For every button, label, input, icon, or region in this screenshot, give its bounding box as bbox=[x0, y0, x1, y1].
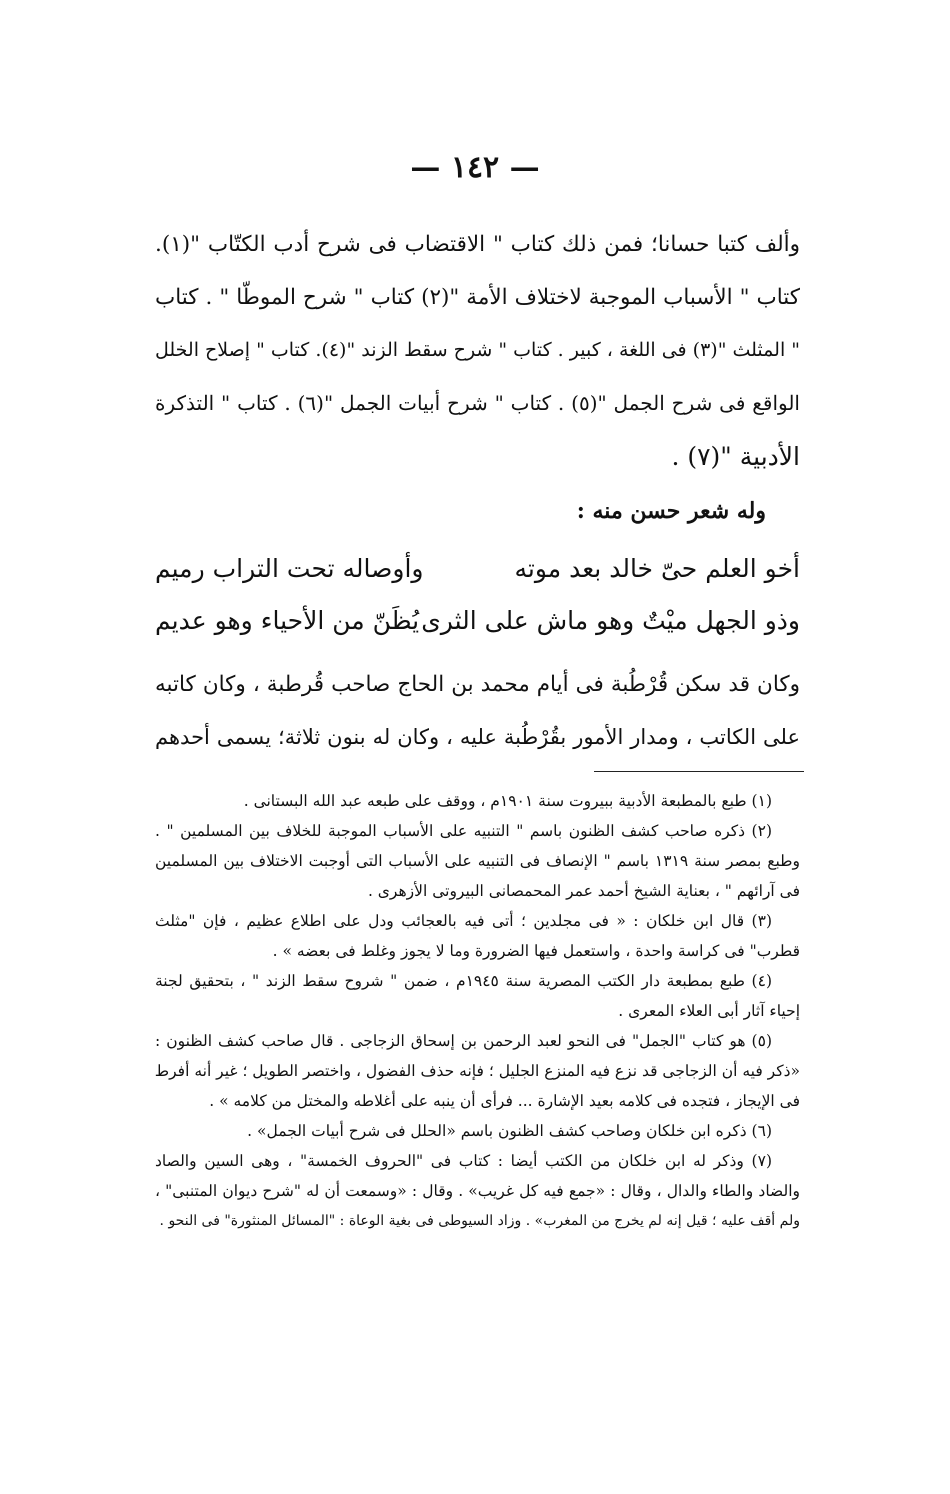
footnote-line: (٣) قال ابن خلكان : « فى مجلدين ؛ أتى فيه بالعجائب ودل على اطلاع عظيم ، فإن "مثلث bbox=[155, 912, 772, 930]
text-line: على الكاتب ، ومدار الأمور بقُرْطُبة عليه ، وكان له بنون ثلاثة؛ يسمى أحدهم bbox=[155, 725, 800, 749]
text-line: وكان قد سكن قُرْطُبة فى أيام محمد بن الحاج صاحب قُرطبة ، وكان كاتبه bbox=[155, 672, 800, 697]
footnote-line: (١) طبع بالمطبعة الأدبية ببيروت سنة ١٩٠١م ، ووقف على طبعه عبد الله البستانى . bbox=[243, 792, 772, 810]
verse-first-hemistich: أخو العلم حىّ خالد بعد موته bbox=[514, 554, 800, 583]
footnote-line: ولم أقف عليه ؛ قيل إنه لم يخرج من المغرب» . وزاد السيوطى فى بغية الوعاة : "المسائل المنثورة" فى النحو . bbox=[159, 1213, 800, 1229]
footnote-line: قطرب" فى كراسة واحدة ، واستعمل فيها الضرورة وما لا يجوز وغلط فى بعضه » . bbox=[272, 942, 800, 960]
footnote-7 bbox=[155, 1146, 800, 1236]
footnote-line: (٢) ذكره صاحب كشف الظنون باسم " التنبيه على الأسباب الموجبة للخلاف بين المسلمين " . bbox=[155, 822, 772, 840]
footnote-line: (٧) وذكر له ابن خلكان من الكتب أيضا : كتاب فى "الحروف الخمسة" ، وهى السين والصاد bbox=[155, 1152, 772, 1170]
poem-intro: وله شعر حسن منه : bbox=[576, 498, 766, 524]
text-line: كتاب " الأسباب الموجبة لاختلاف الأمة "(٢) كتاب " شرح الموطّا " . كتاب bbox=[155, 285, 800, 310]
footnote-1 bbox=[155, 786, 800, 816]
footnote-line: (٤) طبع بمطبعة دار الكتب المصرية سنة ١٩٤٥م ، ضمن " شروح سقط الزند " ، بتحقيق لجنة bbox=[155, 972, 772, 990]
poem bbox=[155, 543, 800, 647]
text-line: الواقع فى شرح الجمل "(٥) . كتاب " شرح أبيات الجمل "(٦) . كتاب " التذكرة bbox=[155, 391, 800, 415]
poem-verse bbox=[155, 595, 800, 647]
footnote-3 bbox=[155, 906, 800, 966]
page-number: — ١٤٢ — bbox=[410, 150, 540, 185]
poem-verse bbox=[155, 543, 800, 595]
footnote-line: (٦) ذكره ابن خلكان وصاحب كشف الظنون باسم «الحلل فى شرح أبيات الجمل» . bbox=[247, 1122, 772, 1140]
footnote-6 bbox=[155, 1116, 800, 1146]
footnote-4 bbox=[155, 966, 800, 1026]
footnote-2 bbox=[155, 816, 800, 906]
footnote-line: «ذكر فيه أن الزجاجى قد نزع فيه المنزع الجليل ؛ فإنه حذف الفضول ، واختصر الطويل ؛ غير أنه أفرط bbox=[154, 1062, 800, 1080]
footnote-line: إحياء آثار أبى العلاء المعرى . bbox=[618, 1002, 800, 1020]
footnote-divider bbox=[594, 771, 804, 772]
footnote-line: وطبع بمصر سنة ١٣١٩ باسم " الإنصاف فى التنبيه على الأسباب التى أوجبت الاختلاف بين المسلمين bbox=[155, 852, 800, 870]
footnotes bbox=[155, 786, 800, 1236]
text-line: " المثلث "(٣) فى اللغة ، كبير . كتاب " شرح سقط الزند "(٤). كتاب " إصلاح الخلل bbox=[154, 339, 800, 361]
text-line: الأدبية "(٧) . bbox=[671, 442, 800, 471]
main-paragraph-cordoba bbox=[155, 658, 800, 764]
footnote-line: فى آرائهم " ، بعناية الشيخ أحمد عمر المحمصانى البيروتى الأزهرى . bbox=[367, 882, 800, 900]
footnote-line: فى الإيجاز ، فتجده فى كلامه بعيد الإشارة ... فرأى أن ينبه على أغلاطه والمختل من كلامه » . bbox=[209, 1092, 800, 1110]
footnote-5 bbox=[155, 1026, 800, 1116]
text-line: وألف كتبا حسانا؛ فمن ذلك كتاب " الاقتضاب فى شرح أدب الكتّاب "(١). bbox=[155, 232, 800, 257]
main-paragraph-books bbox=[155, 218, 800, 483]
verse-first-hemistich: وذو الجهل ميْتٌ وهو ماش على الثرى bbox=[421, 606, 800, 635]
verse-second-hemistich: يُظَنّ من الأحياء وهو عديم bbox=[155, 606, 420, 635]
footnote-line: والضاد والطاء والدال ، وقال : «جمع فيه كل غريب» . وقال : «وسمعت أن له "شرح ديوان المتنبى" ، bbox=[155, 1182, 800, 1200]
footnote-line: (٥) هو كتاب "الجمل" فى النحو لعبد الرحمن بن إسحاق الزجاجى . قال صاحب كشف الظنون : bbox=[155, 1032, 772, 1050]
verse-second-hemistich: وأوصاله تحت التراب رميم bbox=[155, 554, 424, 583]
